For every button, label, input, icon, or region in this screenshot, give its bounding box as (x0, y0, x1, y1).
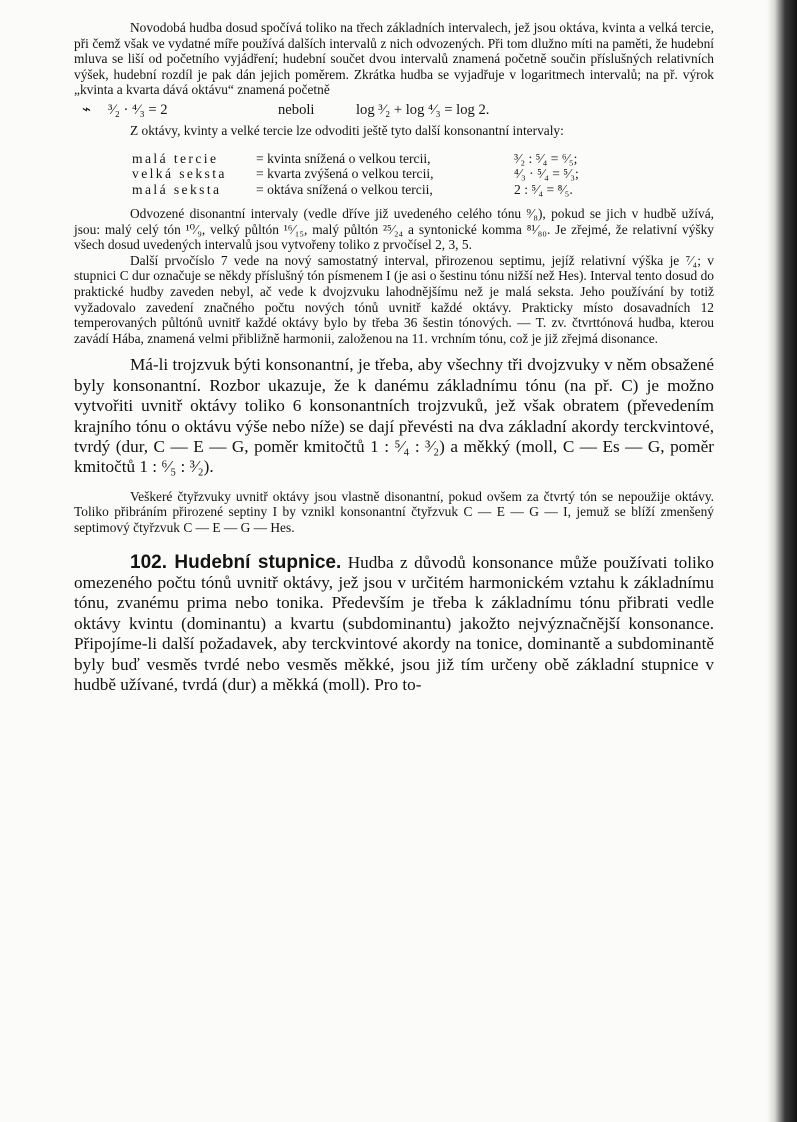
paragraph-tetrads: Veškeré čtyřzvuky uvnitř oktávy jsou vlastně disonantní, pokud ovšem za čtvrtý tón se nepoužije oktávy. Toliko přibráním přirozené septiny I by vznikl konsonantní čtyřzvuk C — E — G — I, jemuž se blíží zmenšený septimový čtyřzvuk C — E — G — Hes. (74, 488, 714, 535)
interval-row-minor-sixth (132, 182, 714, 198)
section-body: Hudba z důvodů konsonance může používati toliko omezeného počtu tónů uvnitř oktávy, jež jsou v určitém harmonickém vztahu k základnímu tónu, zvanému prima nebo tonika. Především je třeba k základnímu tónu přibrati vedle oktávy kvintu (dominantu) a kvartu (subdominantu) jakožto nejvýznačnější konsonance. Připojíme-li další požadavek, aby terckvintové akordy na tonice, dominantě a subdominantě byly buď vesměs tvrdé nebo vesměs měkké, jsou již tím určeny obě základní stupnice v hudbě užívané, tvrdá (dur) a měkká (moll). Pro to- (74, 552, 714, 694)
interval-ratio: ³⁄₂ : ⁵⁄₄ = ⁶⁄₅; (514, 150, 578, 166)
interval-ratio: ⁴⁄₃ · ⁵⁄₄ = ⁵⁄₃; (514, 166, 579, 182)
formula-mark: ⌁ (82, 101, 92, 118)
formula-product: ³⁄₂ · ⁴⁄₃ = 2 (108, 101, 168, 118)
formula-connector: neboli (278, 101, 315, 118)
interval-description: = kvinta snížená o velkou tercii, (256, 150, 431, 166)
paragraph-intervals-intro: Novodobá hudba dosud spočívá toliko na třech základních intervalech, jež jsou oktáva, kvinta a velká tercie, při čemž však ve vydatné míře používá dalších intervalů z nich odvozených. Při tom dlužno míti na paměti, že hudební mluva se liší od početního vyjádření; hudební součet dvou intervalů znamená početně součin příslušných relativních výšek, hudební rozdíl je pak dán jejich poměrem. Zkrátka hudba se vyjadřuje v logaritmech intervalů; na př. výrok „kvinta a kvarta dává oktávu“ znamená početně (74, 20, 714, 98)
paragraph-dissonant-intervals: Odvozené disonantní intervaly (vedle dříve již uvedeného celého tónu ⁹⁄₈), pokud se jich v hudbě užívá, jsou: malý celý tón ¹⁰⁄₉, velký půltón ¹⁶⁄₁₅, malý půltón ²⁵⁄₂₄ a syntonické komma ⁸¹⁄₈₀. Je zřejmé, že relativní výšky všech dosud uvedených intervalů jsou vytvořeny toliko z prvočísel 2, 3, 5. (74, 205, 714, 253)
paragraph-triads: Má-li trojzvuk býti konsonantní, je třeba, aby všechny tři dvojzvuky v něm obsažené byly konsonantní. Rozbor ukazuje, že k danému základnímu tónu (na př. C) je možno vytvořiti uvnitř oktávy toliko 6 konsonantních trojzvuků, jež však obratem (převedením krajního tónu o oktávu výše nebo níže) se dají převésti na dva základní akordy terckvintové, tvrdý (dur, C — E — G, poměr kmitočtů 1 : ⁵⁄₄ : ³⁄₂) a měkký (moll, C — Es — G, poměr kmitočtů 1 : ⁶⁄₅ : ³⁄₂). (74, 355, 714, 477)
book-spine-shadow (767, 0, 797, 1122)
paragraph-natural-seventh: Další prvočíslo 7 vede na nový samostatný interval, přirozenou septimu, jejíž relativní výška je ⁷⁄₄; v stupnici C dur označuje se někdy příslušný tón písmenem I (je asi o šestinu tónu nižší než Hes). Interval tento dosud do praktické hudby zaveden nebyl, ač vede k dvojzvuku lahodnějšímu než je malá seksta. Jeho používání by totiž vyžadovalo zavedení značného počtu nových tónů uvnitř každé oktávy. Prakticky místo dosavadních 12 temperovaných půltónů uvnitř každé oktávy bylo by třeba 36 šestin tónových. — T. zv. čtvrttónová hudba, kterou zavádí Hába, znamená velmi přibližně harmonii, založenou na 11. vrchním tónu, což je již zřejmá disonance. (74, 252, 714, 346)
formula-fifth-plus-fourth (74, 101, 714, 120)
interval-ratio: 2 : ⁵⁄₄ = ⁸⁄₅. (514, 182, 573, 198)
interval-row-minor-third (132, 151, 714, 167)
paragraph-derived-intervals: Z oktávy, kvinty a velké tercie lze odvoditi ještě tyto další konsonantní intervaly: (130, 122, 564, 138)
interval-name: malá seksta (132, 182, 222, 198)
book-page (74, 20, 714, 695)
formula-log: log ³⁄₂ + log ⁴⁄₃ = log 2. (356, 101, 490, 118)
interval-name: malá tercie (132, 150, 219, 166)
interval-row-major-sixth (132, 166, 714, 182)
section-heading: 102. Hudební stupnice. (130, 551, 342, 573)
interval-description: = oktáva snížená o velkou tercii, (256, 182, 433, 198)
interval-list (132, 151, 714, 198)
section-musical-scales (74, 553, 714, 696)
interval-description: = kvarta zvýšená o velkou tercii, (256, 166, 434, 182)
interval-name: velká seksta (132, 166, 227, 182)
